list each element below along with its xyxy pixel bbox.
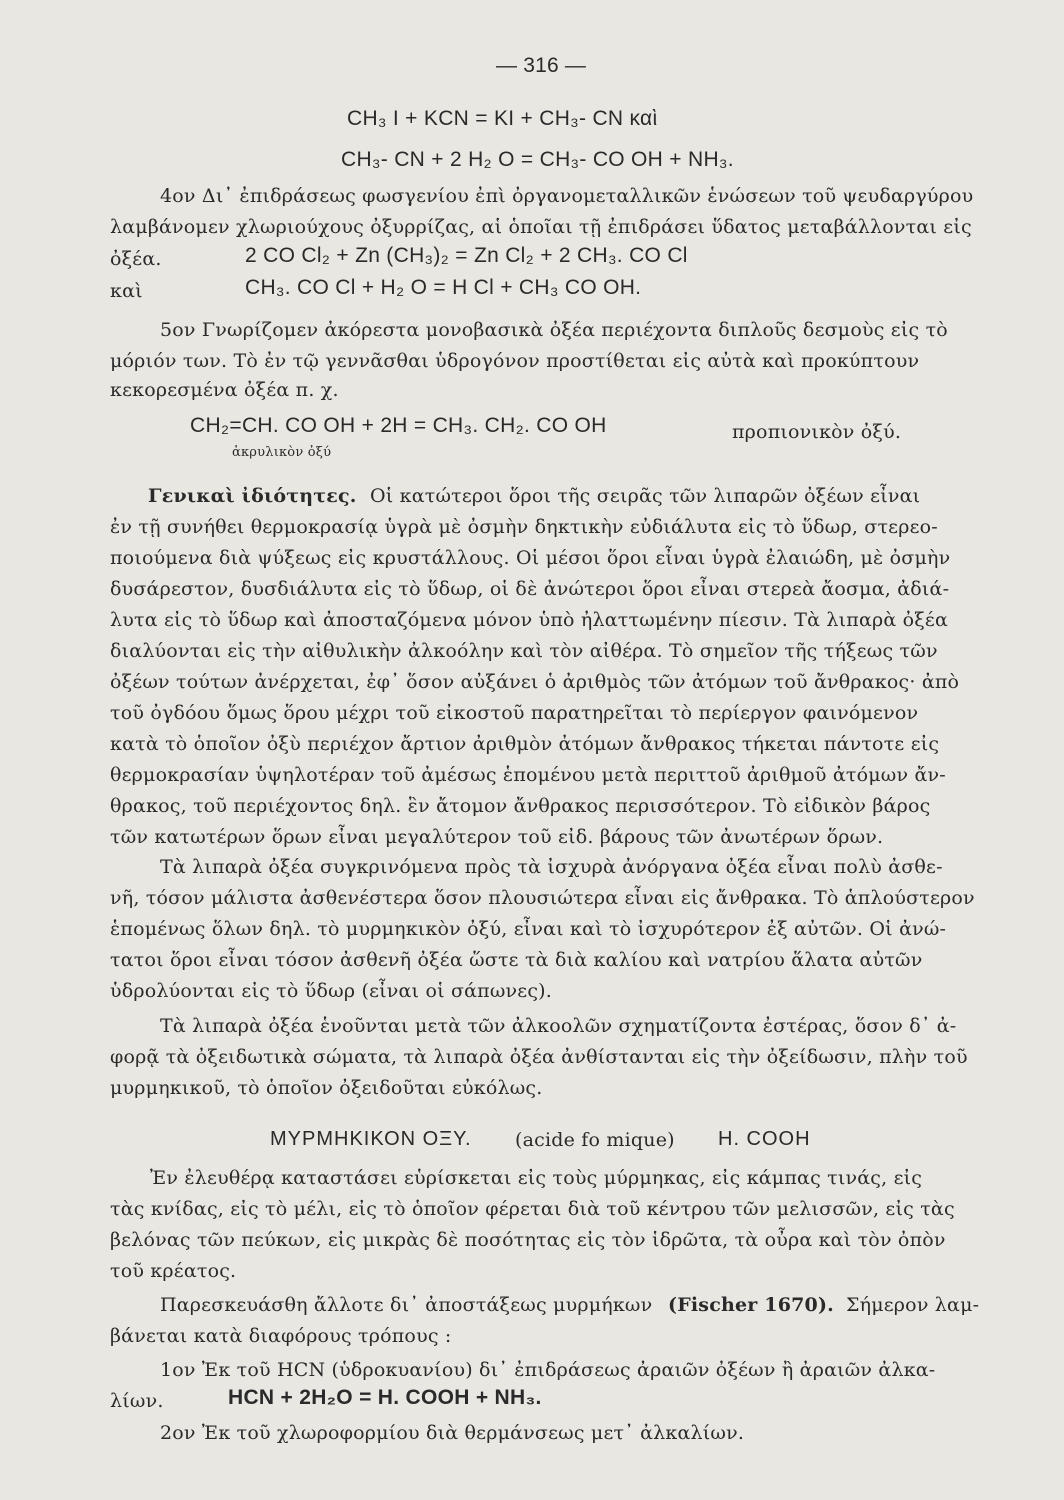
general-line-4: δυσάρεστον, δυσδιάλυτα εἰς τὸ ὕδωρ, οἱ δὲ ἀνώτεροι ὅροι εἶναι στερεὰ ἄοσμα, ἀδιά-	[110, 578, 950, 600]
formula-line-5-tail: προπιονικὸν ὀξύ.	[732, 421, 902, 443]
section-title: ΜΥΡΜΗΚΙΚΟΝ ΟΞΥ.	[270, 1128, 472, 1150]
method-2-line: 2ον Ἐκ τοῦ χλωροφορμίου διὰ θερμάνσεως μετ᾽ ἀλκαλίων.	[160, 1422, 745, 1444]
formula-line-4: CH₃. CO Cl + H₂ O = H Cl + CH₃ CO OH.	[245, 276, 642, 299]
acidity-line-2: νῆ, τόσον μάλιστα ἀσθενέστερα ὅσον πλουσιώτερα εἶναι εἰς ἄνθρακα. Τὸ ἁπλούστερον	[110, 887, 975, 909]
paragraph-4-line-2: λαμβάνομεν χλωριούχους ὀξυρρίζας, αἱ ὁποῖαι τῇ ἐπιδράσει ὕδατος μεταβάλλονται εἰς	[110, 216, 972, 238]
acidity-line-1: Τὰ λιπαρὰ ὀξέα συγκρινόμενα πρὸς τὰ ἰσχυρὰ ἀνόργανα ὀξέα εἶναι πολὺ ἀσθε-	[160, 856, 943, 878]
formula-line-1: CH₃ I + KCN = KI + CH₃- CN καὶ	[347, 107, 658, 130]
general-line-6: διαλύονται εἰς τὴν αἰθυλικὴν ἀλκοόλην καὶ τὸν αἰθέρα. Τὸ σημεῖον τῆς τήξεως τῶν	[110, 640, 938, 662]
paragraph-5-line-2: μόριόν των. Τὸ ἐν τῷ γεννᾶσθαι ὑδρογόνον προστίθεται εἰς αὐτὰ καὶ προκύπτουν	[110, 350, 920, 372]
general-line-8: τοῦ ὀγδόου ὅμως ὅρου μέχρι τοῦ εἰκοστοῦ παρατηρεῖται τὸ περίεργον φαινόμενον	[110, 702, 919, 724]
general-line-10: θερμοκρασίαν ὑψηλοτέραν τοῦ ἀμέσως ἑπομένου μετὰ περιττοῦ ἀριθμοῦ ἀτόμων ἄν-	[110, 764, 946, 786]
paragraph-4-line-1: 4ον Δι᾽ ἐπιδράσεως φωσγενίου ἐπὶ ὀργανομεταλλικῶν ἑνώσεων τοῦ ψευδαργύρου	[160, 185, 974, 207]
method-1-formula: HCN + 2H₂O = H. COOH + NH₃.	[228, 1386, 542, 1409]
section-title-formula: H. COOH	[718, 1128, 811, 1150]
ester-line-3: μυρμηκικοῦ, τὸ ὁποῖον ὀξειδοῦται εὐκόλως.	[110, 1077, 543, 1099]
general-line-3: ποιούμενα διὰ ψύξεως εἰς κρυστάλλους. Οἱ μέσοι ὅροι εἶναι ὑγρὰ ἐλαιώδη, μὲ ὀσμὴν	[110, 547, 951, 569]
paragraph-5-line-3: κεκορεσμένα ὀξέα π. χ.	[110, 379, 339, 401]
general-line-1: Οἱ κατώτεροι ὅροι τῆς σειρᾶς τῶν λιπαρῶν ὀξέων εἶναι	[370, 485, 921, 507]
general-line-7: ὀξέων τούτων ἀνέρχεται, ἐφ᾽ ὅσον αὐξάνει ὁ ἀριθμὸς τῶν ἀτόμων τοῦ ἄνθρακος· ἀπὸ	[110, 671, 960, 693]
general-line-5: λυτα εἰς τὸ ὕδωρ καὶ ἀποσταζόμενα μόνον ὑπὸ ἠλαττωμένην πίεσιν. Τὰ λιπαρὰ ὀξέα	[110, 609, 949, 631]
general-line-11: θρακος, τοῦ περιέχοντος δηλ. ἓν ἄτομον ἄνθρακος περισσότερον. Τὸ εἰδικὸν βάρος	[110, 795, 931, 817]
paragraph-4-label: ὀξέα.	[110, 248, 162, 270]
ester-line-2: φορᾷ τὰ ὀξειδωτικὰ σώματα, τὰ λιπαρὰ ὀξέα ἀνθίστανται εἰς τὴν ὀξείδωσιν, πλὴν τοῦ	[110, 1046, 968, 1068]
preparation-line-2: βάνεται κατὰ διαφόρους τρόπους :	[110, 1325, 452, 1347]
general-line-9: κατὰ τὸ ὁποῖον ὀξὺ περιέχον ἄρτιον ἀριθμὸν ἀτόμων ἄνθρακος τήκεται πάντοτε εἰς	[110, 733, 940, 755]
formic-line-1: Ἐν ἐλευθέρᾳ καταστάσει εὑρίσκεται εἰς τοὺς μύρμηκας, εἰς κάμπας τινάς, εἰς	[150, 1167, 923, 1189]
formula-line-4-prefix: καὶ	[110, 280, 143, 302]
method-1-prefix: λίων.	[110, 1390, 164, 1412]
acidity-line-5: ὑδρολύονται εἰς τὸ ὕδωρ (εἶναι οἱ σάπωνες).	[110, 980, 553, 1002]
preparation-line-1: Παρεσκευάσθη ἄλλοτε δι᾽ ἀποστάξεως μυρμήκων	[160, 1294, 653, 1316]
preparation-citation: (Fischer 1670).	[668, 1294, 834, 1316]
preparation-line-1-end: Σήμερον λαμ-	[846, 1294, 980, 1316]
acidity-line-4: τατοι ὅροι εἶναι τόσον ἀσθενῆ ὀξέα ὥστε τὰ διὰ καλίου καὶ νατρίου ἅλατα αὐτῶν	[110, 949, 923, 971]
formula-line-5: CH₂=CH. CO OH + 2H = CH₃. CH₂. CO OH	[190, 414, 607, 437]
formic-line-2: τὰς κνίδας, εἰς τὸ μέλι, εἰς τὸ ὁποῖον φέρεται διὰ τοῦ κέντρου τῶν μελισσῶν, εἰς τὰς	[110, 1198, 955, 1220]
general-properties-heading: Γενικαὶ ἰδιότητες.	[148, 485, 357, 507]
section-title-note: (acide fo mique)	[515, 1129, 675, 1151]
formula-line-2: CH₃- CN + 2 H₂ O = CH₃- CO OH + NH₃.	[341, 148, 734, 171]
method-1-line: 1ον Ἐκ τοῦ HCN (ὑδροκυανίου) δι᾽ ἐπιδράσεως ἀραιῶν ὀξέων ἢ ἀραιῶν ἀλκα-	[160, 1359, 936, 1381]
general-line-2: ἐν τῇ συνήθει θερμοκρασίᾳ ὑγρὰ μὲ ὀσμὴν δηκτικὴν εὐδιάλυτα εἰς τὸ ὕδωρ, στερεο-	[110, 516, 938, 538]
formula-line-5-note: ἀκρυλικὸν ὀξύ	[232, 445, 332, 460]
paragraph-5-line-1: 5ον Γνωρίζομεν ἀκόρεστα μονοβασικὰ ὀξέα περιέχοντα διπλοῦς δεσμοὺς εἰς τὸ	[160, 319, 948, 341]
acidity-line-3: ἑπομένως ὅλων δηλ. τὸ μυρμηκικὸν ὀξύ, εἶναι καὶ τὸ ἰσχυρότερον ἐξ αὐτῶν. Οἱ ἀνώ-	[110, 918, 947, 940]
formula-line-3: 2 CO Cl₂ + Zn (CH₃)₂ = Zn Cl₂ + 2 CH₃. CO Cl	[245, 244, 688, 267]
page-number: — 316 —	[496, 54, 587, 77]
general-line-12: τῶν κατωτέρων ὅρων εἶναι μεγαλύτερον τοῦ εἰδ. βάρους τῶν ἀνωτέρων ὅρων.	[110, 826, 884, 848]
formic-line-3: βελόνας τῶν πεύκων, εἰς μικρὰς δὲ ποσότητας εἰς τὸν ἱδρῶτα, τὰ οὖρα καὶ τὸν ὀπὸν	[110, 1229, 946, 1251]
ester-line-1: Τὰ λιπαρὰ ὀξέα ἑνοῦνται μετὰ τῶν ἀλκοολῶν σχηματίζοντα ἐστέρας, ὅσον δ᾽ ἀ-	[160, 1015, 957, 1037]
formic-line-4: τοῦ κρέατος.	[110, 1260, 237, 1282]
